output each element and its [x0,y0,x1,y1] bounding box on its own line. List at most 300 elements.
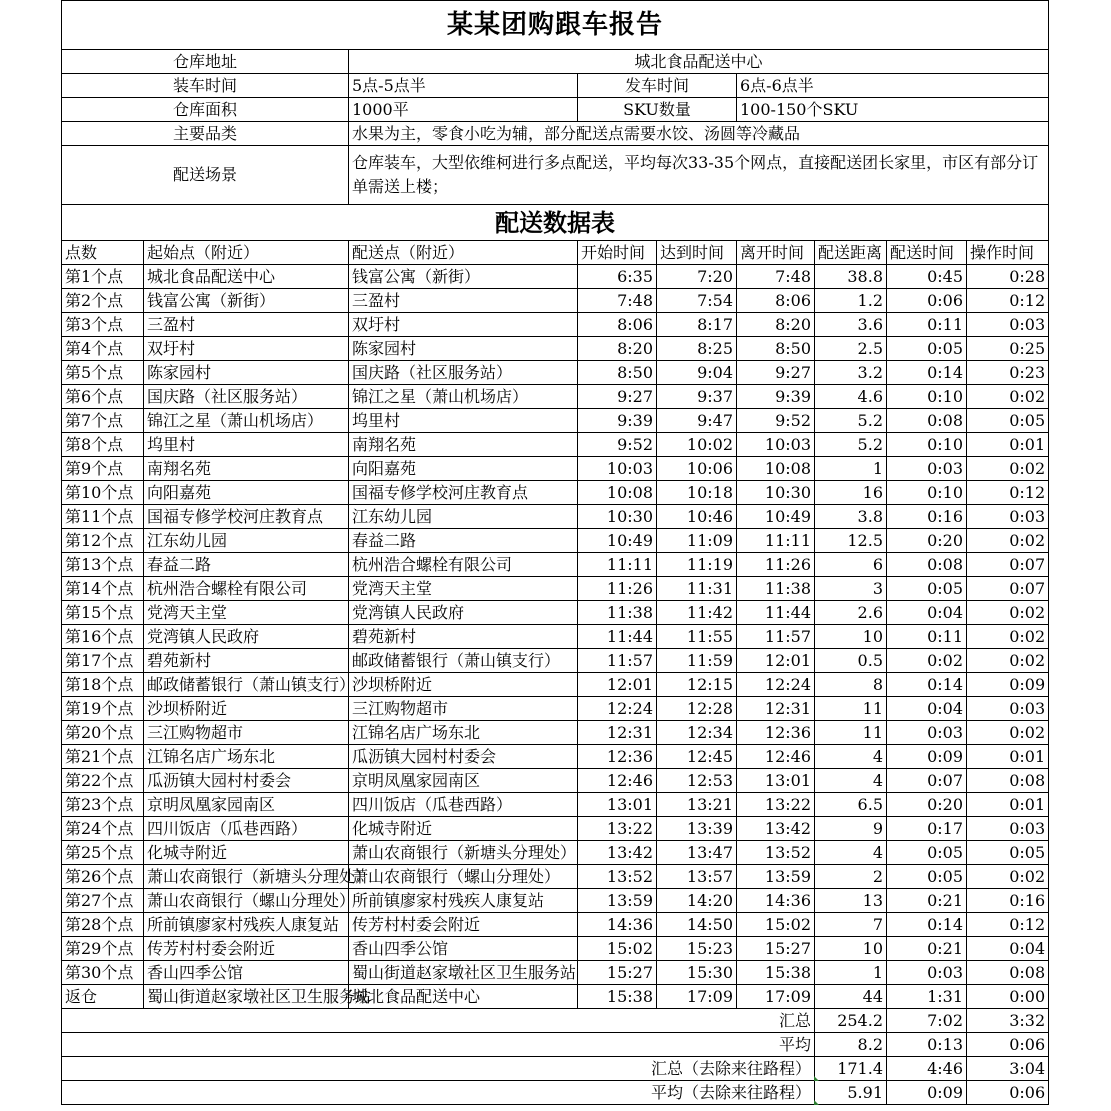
leave-time-cell[interactable]: 11:11 [737,529,815,553]
dest-cell[interactable]: 所前镇廖家村残疾人康复站 [349,889,578,913]
summary-time[interactable]: 0:13 [887,1033,967,1057]
dest-cell[interactable]: 三江购物超市 [349,697,578,721]
start-time-cell[interactable]: 8:20 [578,337,657,361]
leave-time-cell[interactable]: 9:52 [737,409,815,433]
point-cell[interactable]: 第13个点 [62,553,144,577]
point-cell[interactable]: 第20个点 [62,721,144,745]
point-cell[interactable]: 第9个点 [62,457,144,481]
arrive-time-cell[interactable]: 12:53 [657,769,737,793]
delivery-time-cell[interactable]: 0:06 [887,289,967,313]
sku-value[interactable]: 100-150个SKU [737,98,1049,122]
ops-time-cell[interactable]: 0:03 [967,313,1049,337]
summary-distance[interactable]: 254.2 [815,1009,887,1033]
ops-time-cell[interactable]: 0:01 [967,433,1049,457]
arrive-time-cell[interactable]: 8:17 [657,313,737,337]
start-time-cell[interactable]: 12:36 [578,745,657,769]
point-cell[interactable]: 第21个点 [62,745,144,769]
delivery-time-cell[interactable]: 0:45 [887,265,967,289]
ops-time-cell[interactable]: 0:01 [967,793,1049,817]
delivery-time-cell[interactable]: 0:16 [887,505,967,529]
ops-time-cell[interactable]: 0:02 [967,625,1049,649]
start-cell[interactable]: 双圩村 [144,337,349,361]
summary-ops[interactable]: 3:32 [967,1009,1049,1033]
col-header-ops-time[interactable]: 操作时间 [967,241,1049,265]
warehouse-value[interactable]: 城北食品配送中心 [349,50,1049,74]
point-cell[interactable]: 第28个点 [62,913,144,937]
start-cell[interactable]: 化城寺附近 [144,841,349,865]
leave-time-cell[interactable]: 8:20 [737,313,815,337]
start-cell[interactable]: 国福专修学校河庄教育点 [144,505,349,529]
distance-cell[interactable]: 3 [815,577,887,601]
leave-time-cell[interactable]: 13:22 [737,793,815,817]
dest-cell[interactable]: 萧山农商银行（螺山分理处） [349,865,578,889]
category-value[interactable]: 水果为主，零食小吃为辅，部分配送点需要水饺、汤圆等冷藏品 [349,122,1049,146]
arrive-time-cell[interactable]: 14:20 [657,889,737,913]
distance-cell[interactable]: 2.5 [815,337,887,361]
delivery-time-cell[interactable]: 0:21 [887,889,967,913]
dest-cell[interactable]: 向阳嘉苑 [349,457,578,481]
ops-time-cell[interactable]: 0:07 [967,577,1049,601]
delivery-time-cell[interactable]: 0:05 [887,865,967,889]
depart-time-value[interactable]: 6点-6点半 [737,74,1049,98]
leave-time-cell[interactable]: 13:01 [737,769,815,793]
delivery-time-cell[interactable]: 0:10 [887,481,967,505]
start-time-cell[interactable]: 13:22 [578,817,657,841]
start-cell[interactable]: 江东幼儿园 [144,529,349,553]
leave-time-cell[interactable]: 11:57 [737,625,815,649]
dest-cell[interactable]: 双圩村 [349,313,578,337]
start-cell[interactable]: 党湾镇人民政府 [144,625,349,649]
distance-cell[interactable]: 3.8 [815,505,887,529]
point-cell[interactable]: 第19个点 [62,697,144,721]
dest-cell[interactable]: 锦江之星（萧山机场店） [349,385,578,409]
summary-ops[interactable]: 0:06 [967,1081,1049,1105]
arrive-time-cell[interactable]: 10:06 [657,457,737,481]
start-cell[interactable]: 钱富公寓（新街） [144,289,349,313]
start-time-cell[interactable]: 8:06 [578,313,657,337]
delivery-time-cell[interactable]: 0:17 [887,817,967,841]
start-cell[interactable]: 蜀山街道赵家墩社区卫生服务站 [144,985,349,1009]
ops-time-cell[interactable]: 0:12 [967,913,1049,937]
ops-time-cell[interactable]: 0:02 [967,457,1049,481]
arrive-time-cell[interactable]: 9:47 [657,409,737,433]
summary-distance[interactable]: 5.91 [815,1081,887,1105]
start-time-cell[interactable]: 12:01 [578,673,657,697]
delivery-time-cell[interactable]: 1:31 [887,985,967,1009]
arrive-time-cell[interactable]: 11:31 [657,577,737,601]
point-cell[interactable]: 第2个点 [62,289,144,313]
start-time-cell[interactable]: 9:39 [578,409,657,433]
start-time-cell[interactable]: 10:30 [578,505,657,529]
summary-distance[interactable]: 171.4 [815,1057,887,1081]
ops-time-cell[interactable]: 0:07 [967,553,1049,577]
distance-cell[interactable]: 4 [815,745,887,769]
arrive-time-cell[interactable]: 11:09 [657,529,737,553]
point-cell[interactable]: 第26个点 [62,865,144,889]
leave-time-cell[interactable]: 11:44 [737,601,815,625]
start-time-cell[interactable]: 11:38 [578,601,657,625]
start-cell[interactable]: 所前镇廖家村残疾人康复站 [144,913,349,937]
distance-cell[interactable]: 7 [815,913,887,937]
dest-cell[interactable]: 瓜沥镇大园村村委会 [349,745,578,769]
distance-cell[interactable]: 4 [815,769,887,793]
col-header-leave-time[interactable]: 离开时间 [737,241,815,265]
start-cell[interactable]: 党湾天主堂 [144,601,349,625]
col-header-arrive-time[interactable]: 达到时间 [657,241,737,265]
ops-time-cell[interactable]: 0:25 [967,337,1049,361]
delivery-time-cell[interactable]: 0:10 [887,433,967,457]
leave-time-cell[interactable]: 10:03 [737,433,815,457]
point-cell[interactable]: 第24个点 [62,817,144,841]
start-cell[interactable]: 四川饭店（瓜巷西路） [144,817,349,841]
point-cell[interactable]: 第17个点 [62,649,144,673]
delivery-time-cell[interactable]: 0:08 [887,409,967,433]
point-cell[interactable]: 第29个点 [62,937,144,961]
leave-time-cell[interactable]: 8:06 [737,289,815,313]
col-header-start-time[interactable]: 开始时间 [578,241,657,265]
summary-distance[interactable]: 8.2 [815,1033,887,1057]
point-cell[interactable]: 第30个点 [62,961,144,985]
ops-time-cell[interactable]: 0:04 [967,937,1049,961]
point-cell[interactable]: 第18个点 [62,673,144,697]
start-cell[interactable]: 南翔名苑 [144,457,349,481]
col-header-start[interactable]: 起始点（附近） [144,241,349,265]
start-time-cell[interactable]: 7:48 [578,289,657,313]
delivery-time-cell[interactable]: 0:09 [887,745,967,769]
arrive-time-cell[interactable]: 7:20 [657,265,737,289]
arrive-time-cell[interactable]: 13:57 [657,865,737,889]
point-cell[interactable]: 第22个点 [62,769,144,793]
dest-cell[interactable]: 江东幼儿园 [349,505,578,529]
start-time-cell[interactable]: 10:49 [578,529,657,553]
ops-time-cell[interactable]: 0:02 [967,385,1049,409]
point-cell[interactable]: 第16个点 [62,625,144,649]
ops-time-cell[interactable]: 0:03 [967,505,1049,529]
leave-time-cell[interactable]: 10:30 [737,481,815,505]
delivery-time-cell[interactable]: 0:20 [887,793,967,817]
start-cell[interactable]: 三盈村 [144,313,349,337]
dest-cell[interactable]: 化城寺附近 [349,817,578,841]
leave-time-cell[interactable]: 9:39 [737,385,815,409]
delivery-time-cell[interactable]: 0:08 [887,553,967,577]
start-time-cell[interactable]: 14:36 [578,913,657,937]
dest-cell[interactable]: 萧山农商银行（新塘头分理处） [349,841,578,865]
start-cell[interactable]: 陈家园村 [144,361,349,385]
start-time-cell[interactable]: 13:52 [578,865,657,889]
start-time-cell[interactable]: 13:59 [578,889,657,913]
start-cell[interactable]: 向阳嘉苑 [144,481,349,505]
arrive-time-cell[interactable]: 8:25 [657,337,737,361]
point-cell[interactable]: 第7个点 [62,409,144,433]
start-time-cell[interactable]: 9:52 [578,433,657,457]
start-time-cell[interactable]: 15:02 [578,937,657,961]
delivery-time-cell[interactable]: 0:02 [887,649,967,673]
dest-cell[interactable]: 国福专修学校河庄教育点 [349,481,578,505]
start-cell[interactable]: 坞里村 [144,433,349,457]
distance-cell[interactable]: 2 [815,865,887,889]
start-cell[interactable]: 杭州浩合螺栓有限公司 [144,577,349,601]
arrive-time-cell[interactable]: 10:02 [657,433,737,457]
leave-time-cell[interactable]: 9:27 [737,361,815,385]
start-time-cell[interactable]: 13:42 [578,841,657,865]
point-cell[interactable]: 第11个点 [62,505,144,529]
delivery-time-cell[interactable]: 0:07 [887,769,967,793]
distance-cell[interactable]: 2.6 [815,601,887,625]
distance-cell[interactable]: 4.6 [815,385,887,409]
arrive-time-cell[interactable]: 15:23 [657,937,737,961]
dest-cell[interactable]: 碧苑新村 [349,625,578,649]
arrive-time-cell[interactable]: 9:04 [657,361,737,385]
point-cell[interactable]: 第15个点 [62,601,144,625]
arrive-time-cell[interactable]: 12:28 [657,697,737,721]
leave-time-cell[interactable]: 12:01 [737,649,815,673]
distance-cell[interactable]: 10 [815,937,887,961]
delivery-time-cell[interactable]: 0:14 [887,673,967,697]
delivery-time-cell[interactable]: 0:11 [887,625,967,649]
summary-ops[interactable]: 0:06 [967,1033,1049,1057]
start-time-cell[interactable]: 12:31 [578,721,657,745]
dest-cell[interactable]: 四川饭店（瓜巷西路） [349,793,578,817]
arrive-time-cell[interactable]: 14:50 [657,913,737,937]
load-time-value[interactable]: 5点-5点半 [349,74,578,98]
arrive-time-cell[interactable]: 12:45 [657,745,737,769]
start-cell[interactable]: 邮政储蓄银行（萧山镇支行） [144,673,349,697]
ops-time-cell[interactable]: 0:02 [967,865,1049,889]
ops-time-cell[interactable]: 0:09 [967,673,1049,697]
delivery-time-cell[interactable]: 0:05 [887,841,967,865]
ops-time-cell[interactable]: 0:00 [967,985,1049,1009]
ops-time-cell[interactable]: 0:02 [967,601,1049,625]
start-cell[interactable]: 沙坝桥附近 [144,697,349,721]
leave-time-cell[interactable]: 12:24 [737,673,815,697]
delivery-time-cell[interactable]: 0:21 [887,937,967,961]
ops-time-cell[interactable]: 0:12 [967,289,1049,313]
delivery-time-cell[interactable]: 0:03 [887,457,967,481]
dest-cell[interactable]: 坞里村 [349,409,578,433]
start-cell[interactable]: 锦江之星（萧山机场店） [144,409,349,433]
point-cell[interactable]: 第27个点 [62,889,144,913]
point-cell[interactable]: 第8个点 [62,433,144,457]
arrive-time-cell[interactable]: 13:21 [657,793,737,817]
leave-time-cell[interactable]: 17:09 [737,985,815,1009]
dest-cell[interactable]: 京明凤凰家园南区 [349,769,578,793]
start-time-cell[interactable]: 13:01 [578,793,657,817]
dest-cell[interactable]: 杭州浩合螺栓有限公司 [349,553,578,577]
arrive-time-cell[interactable]: 10:18 [657,481,737,505]
leave-time-cell[interactable]: 13:42 [737,817,815,841]
leave-time-cell[interactable]: 11:38 [737,577,815,601]
start-cell[interactable]: 京明凤凰家园南区 [144,793,349,817]
distance-cell[interactable]: 1 [815,961,887,985]
col-header-point[interactable]: 点数 [62,241,144,265]
arrive-time-cell[interactable]: 7:54 [657,289,737,313]
distance-cell[interactable]: 38.8 [815,265,887,289]
start-cell[interactable]: 春益二路 [144,553,349,577]
dest-cell[interactable]: 香山四季公馆 [349,937,578,961]
start-cell[interactable]: 传芳村村委会附近 [144,937,349,961]
ops-time-cell[interactable]: 0:28 [967,265,1049,289]
distance-cell[interactable]: 6 [815,553,887,577]
delivery-time-cell[interactable]: 0:14 [887,913,967,937]
start-cell[interactable]: 三江购物超市 [144,721,349,745]
start-cell[interactable]: 国庆路（社区服务站） [144,385,349,409]
start-time-cell[interactable]: 10:08 [578,481,657,505]
leave-time-cell[interactable]: 15:02 [737,913,815,937]
summary-time[interactable]: 4:46 [887,1057,967,1081]
leave-time-cell[interactable]: 15:27 [737,937,815,961]
distance-cell[interactable]: 11 [815,721,887,745]
leave-time-cell[interactable]: 7:48 [737,265,815,289]
arrive-time-cell[interactable]: 13:47 [657,841,737,865]
dest-cell[interactable]: 陈家园村 [349,337,578,361]
start-time-cell[interactable]: 8:50 [578,361,657,385]
dest-cell[interactable]: 邮政储蓄银行（萧山镇支行） [349,649,578,673]
leave-time-cell[interactable]: 8:50 [737,337,815,361]
ops-time-cell[interactable]: 0:02 [967,649,1049,673]
distance-cell[interactable]: 10 [815,625,887,649]
start-cell[interactable]: 瓜沥镇大园村村委会 [144,769,349,793]
ops-time-cell[interactable]: 0:03 [967,817,1049,841]
ops-time-cell[interactable]: 0:05 [967,409,1049,433]
distance-cell[interactable]: 9 [815,817,887,841]
ops-time-cell[interactable]: 0:03 [967,697,1049,721]
start-time-cell[interactable]: 15:38 [578,985,657,1009]
delivery-time-cell[interactable]: 0:11 [887,313,967,337]
leave-time-cell[interactable]: 12:36 [737,721,815,745]
distance-cell[interactable]: 1.2 [815,289,887,313]
distance-cell[interactable]: 5.2 [815,409,887,433]
delivery-time-cell[interactable]: 0:20 [887,529,967,553]
distance-cell[interactable]: 1 [815,457,887,481]
leave-time-cell[interactable]: 10:49 [737,505,815,529]
point-cell[interactable]: 返仓 [62,985,144,1009]
point-cell[interactable]: 第4个点 [62,337,144,361]
leave-time-cell[interactable]: 11:26 [737,553,815,577]
start-cell[interactable]: 碧苑新村 [144,649,349,673]
leave-time-cell[interactable]: 12:46 [737,745,815,769]
start-time-cell[interactable]: 11:26 [578,577,657,601]
ops-time-cell[interactable]: 0:08 [967,769,1049,793]
summary-time[interactable]: 0:09 [887,1081,967,1105]
distance-cell[interactable]: 13 [815,889,887,913]
dest-cell[interactable]: 党湾镇人民政府 [349,601,578,625]
ops-time-cell[interactable]: 0:02 [967,721,1049,745]
start-cell[interactable]: 萧山农商银行（新塘头分理处） [144,865,349,889]
arrive-time-cell[interactable]: 12:34 [657,721,737,745]
point-cell[interactable]: 第5个点 [62,361,144,385]
start-time-cell[interactable]: 15:27 [578,961,657,985]
distance-cell[interactable]: 11 [815,697,887,721]
arrive-time-cell[interactable]: 9:37 [657,385,737,409]
dest-cell[interactable]: 江锦名店广场东北 [349,721,578,745]
start-time-cell[interactable]: 12:24 [578,697,657,721]
delivery-time-cell[interactable]: 0:03 [887,961,967,985]
distance-cell[interactable]: 4 [815,841,887,865]
delivery-time-cell[interactable]: 0:05 [887,577,967,601]
distance-cell[interactable]: 3.2 [815,361,887,385]
delivery-time-cell[interactable]: 0:10 [887,385,967,409]
delivery-time-cell[interactable]: 0:14 [887,361,967,385]
dest-cell[interactable]: 春益二路 [349,529,578,553]
distance-cell[interactable]: 3.6 [815,313,887,337]
start-time-cell[interactable]: 12:46 [578,769,657,793]
point-cell[interactable]: 第6个点 [62,385,144,409]
distance-cell[interactable]: 8 [815,673,887,697]
point-cell[interactable]: 第25个点 [62,841,144,865]
dest-cell[interactable]: 传芳村村委会附近 [349,913,578,937]
start-cell[interactable]: 江锦名店广场东北 [144,745,349,769]
delivery-time-cell[interactable]: 0:05 [887,337,967,361]
distance-cell[interactable]: 6.5 [815,793,887,817]
start-time-cell[interactable]: 11:44 [578,625,657,649]
distance-cell[interactable]: 12.5 [815,529,887,553]
ops-time-cell[interactable]: 0:05 [967,841,1049,865]
dest-cell[interactable]: 沙坝桥附近 [349,673,578,697]
start-time-cell[interactable]: 10:03 [578,457,657,481]
delivery-time-cell[interactable]: 0:04 [887,697,967,721]
start-time-cell[interactable]: 11:57 [578,649,657,673]
distance-cell[interactable]: 16 [815,481,887,505]
start-time-cell[interactable]: 9:27 [578,385,657,409]
col-header-delivery-time[interactable]: 配送时间 [887,241,967,265]
leave-time-cell[interactable]: 13:59 [737,865,815,889]
dest-cell[interactable]: 国庆路（社区服务站） [349,361,578,385]
dest-cell[interactable]: 城北食品配送中心 [349,985,578,1009]
leave-time-cell[interactable]: 12:31 [737,697,815,721]
start-cell[interactable]: 香山四季公馆 [144,961,349,985]
ops-time-cell[interactable]: 0:23 [967,361,1049,385]
dest-cell[interactable]: 三盈村 [349,289,578,313]
arrive-time-cell[interactable]: 12:15 [657,673,737,697]
dest-cell[interactable]: 党湾天主堂 [349,577,578,601]
arrive-time-cell[interactable]: 17:09 [657,985,737,1009]
leave-time-cell[interactable]: 13:52 [737,841,815,865]
distance-cell[interactable]: 44 [815,985,887,1009]
scene-value[interactable]: 仓库装车，大型依维柯进行多点配送，平均每次33-35个网点，直接配送团长家里，市区有部分订单需送上楼； [349,146,1049,205]
start-cell[interactable]: 萧山农商银行（螺山分理处） [144,889,349,913]
distance-cell[interactable]: 5.2 [815,433,887,457]
arrive-time-cell[interactable]: 15:30 [657,961,737,985]
arrive-time-cell[interactable]: 11:19 [657,553,737,577]
col-header-dest[interactable]: 配送点（附近） [349,241,578,265]
dest-cell[interactable]: 蜀山街道赵家墩社区卫生服务站 [349,961,578,985]
summary-time[interactable]: 7:02 [887,1009,967,1033]
ops-time-cell[interactable]: 0:02 [967,529,1049,553]
start-time-cell[interactable]: 11:11 [578,553,657,577]
delivery-time-cell[interactable]: 0:04 [887,601,967,625]
col-header-distance[interactable]: 配送距离 [815,241,887,265]
arrive-time-cell[interactable]: 11:59 [657,649,737,673]
point-cell[interactable]: 第1个点 [62,265,144,289]
point-cell[interactable]: 第12个点 [62,529,144,553]
arrive-time-cell[interactable]: 13:39 [657,817,737,841]
dest-cell[interactable]: 钱富公寓（新街） [349,265,578,289]
leave-time-cell[interactable]: 10:08 [737,457,815,481]
dest-cell[interactable]: 南翔名苑 [349,433,578,457]
ops-time-cell[interactable]: 0:12 [967,481,1049,505]
summary-ops[interactable]: 3:04 [967,1057,1049,1081]
start-cell[interactable]: 城北食品配送中心 [144,265,349,289]
start-time-cell[interactable]: 6:35 [578,265,657,289]
distance-cell[interactable]: 0.5 [815,649,887,673]
delivery-time-cell[interactable]: 0:03 [887,721,967,745]
ops-time-cell[interactable]: 0:16 [967,889,1049,913]
area-value[interactable]: 1000平 [349,98,578,122]
point-cell[interactable]: 第23个点 [62,793,144,817]
point-cell[interactable]: 第14个点 [62,577,144,601]
arrive-time-cell[interactable]: 11:55 [657,625,737,649]
ops-time-cell[interactable]: 0:01 [967,745,1049,769]
